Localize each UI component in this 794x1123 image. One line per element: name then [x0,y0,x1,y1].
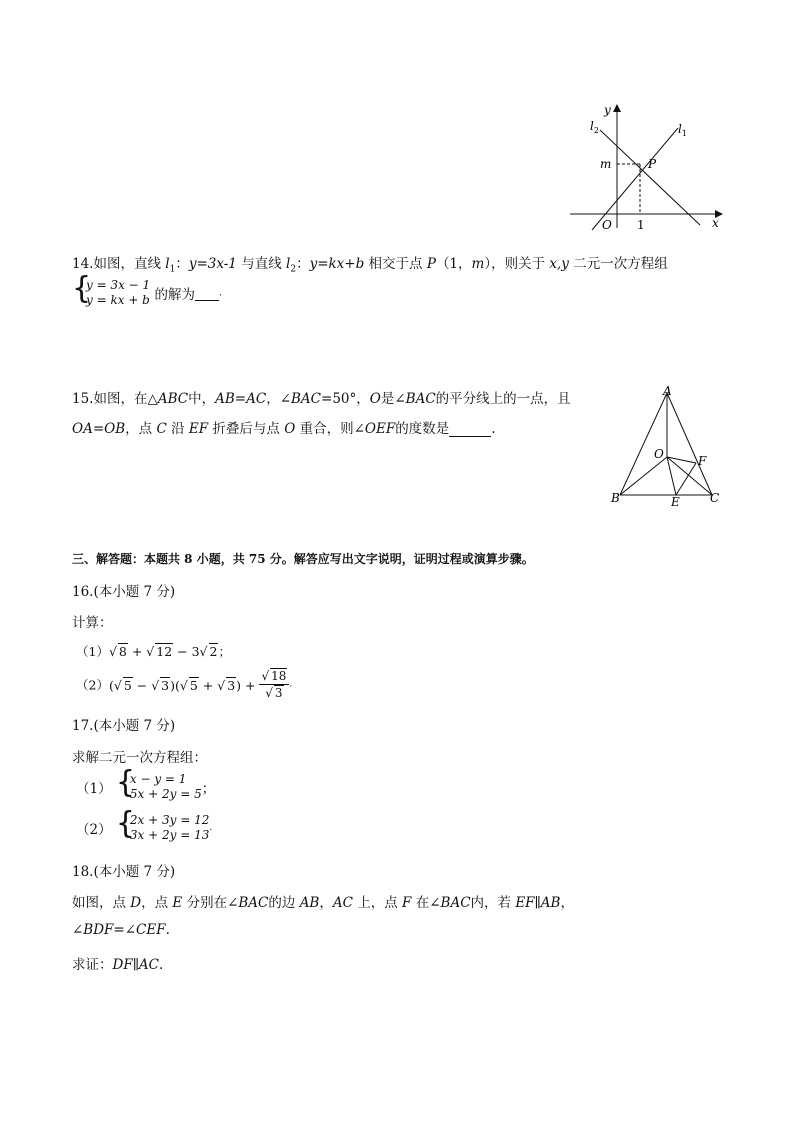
q14-system: { y = 3x − 1 y = kx + b [72,271,151,307]
q15-line2: OA=OB，点 C 沿 EF 折叠后与点 O 重合，则∠OEF的度数是 . [72,421,496,437]
q17-part1: （1） { x − y = 1 5x + 2y = 5 ； [76,765,216,801]
label-C: C [710,491,720,505]
label-l2: $l_2$ [590,119,599,135]
figure-15-triangle [605,385,730,510]
label-B: B [611,491,620,505]
q15-answer-blank[interactable] [449,422,491,437]
label-l1: $l_1$ [678,122,687,138]
q18-line1: 如图，点 D，点 E 分别在∠BAC的边 AB，AC 上，点 F 在∠BAC内，若 EF∥AB， [72,895,574,911]
q16-header: 16.(本小题 7 分) [72,584,176,600]
line-l2 [600,130,700,225]
label-x: x [712,216,719,230]
q16-part2: （2）(√ 5 − √ 3)(√ 5 + √ 3) + $\frac{√ 18}{√ 3}$ . [76,669,293,700]
q18-proof: 求证：DF∥AC. [72,957,164,973]
side-AB [620,393,667,495]
q14-line2: { y = 3x − 1 y = kx + b 的解为 . [72,271,223,307]
line-l1 [592,128,678,230]
q16-instruction: 计算： [72,615,113,631]
segment-OE [667,457,676,495]
q18-header: 18.(本小题 7 分) [72,864,176,880]
figure-14-graph [560,100,730,235]
y-axis-arrow [613,104,621,112]
label-A: A [663,385,672,398]
label-O15: O [654,447,664,461]
label-y: y [604,103,611,117]
q17-instruction: 求解二元一次方程组： [72,750,207,766]
label-O: O [602,218,612,232]
label-P: P [648,157,657,171]
q16-part1: （1）√ 8 + √ 12 − 3√ 2； [76,644,231,659]
segment-OF [667,457,696,463]
q15-line1: 15.如图，在△ABC中，AB=AC，∠BAC=50°，O是∠BAC的平分线上的一点，且 [72,391,571,407]
q14-answer-blank[interactable] [195,286,219,301]
label-1: 1 [637,218,645,232]
label-m: m [600,157,612,171]
side-AC [667,393,712,495]
q14-line1: 14.如图，直线 $l_1$：y=3x-1 与直线 $l_2$：y=kx+b 相交于点 P（1，m），则关于 x,y 二元一次方程组 [72,256,668,275]
segment-OB [620,457,667,495]
label-E: E [671,495,680,509]
section-3-heading: 三、解答题：本题共 8 小题，共 75 分。解答应写出文字说明，证明过程或演算步骤。 [72,552,534,566]
q18-line2: ∠BDF=∠CEF. [72,922,170,938]
q17-header: 17.(本小题 7 分) [72,718,176,734]
label-F: F [698,454,707,468]
q17-part2: （2） { 2x + 3y = 12 3x + 2y = 13 . [76,806,213,842]
